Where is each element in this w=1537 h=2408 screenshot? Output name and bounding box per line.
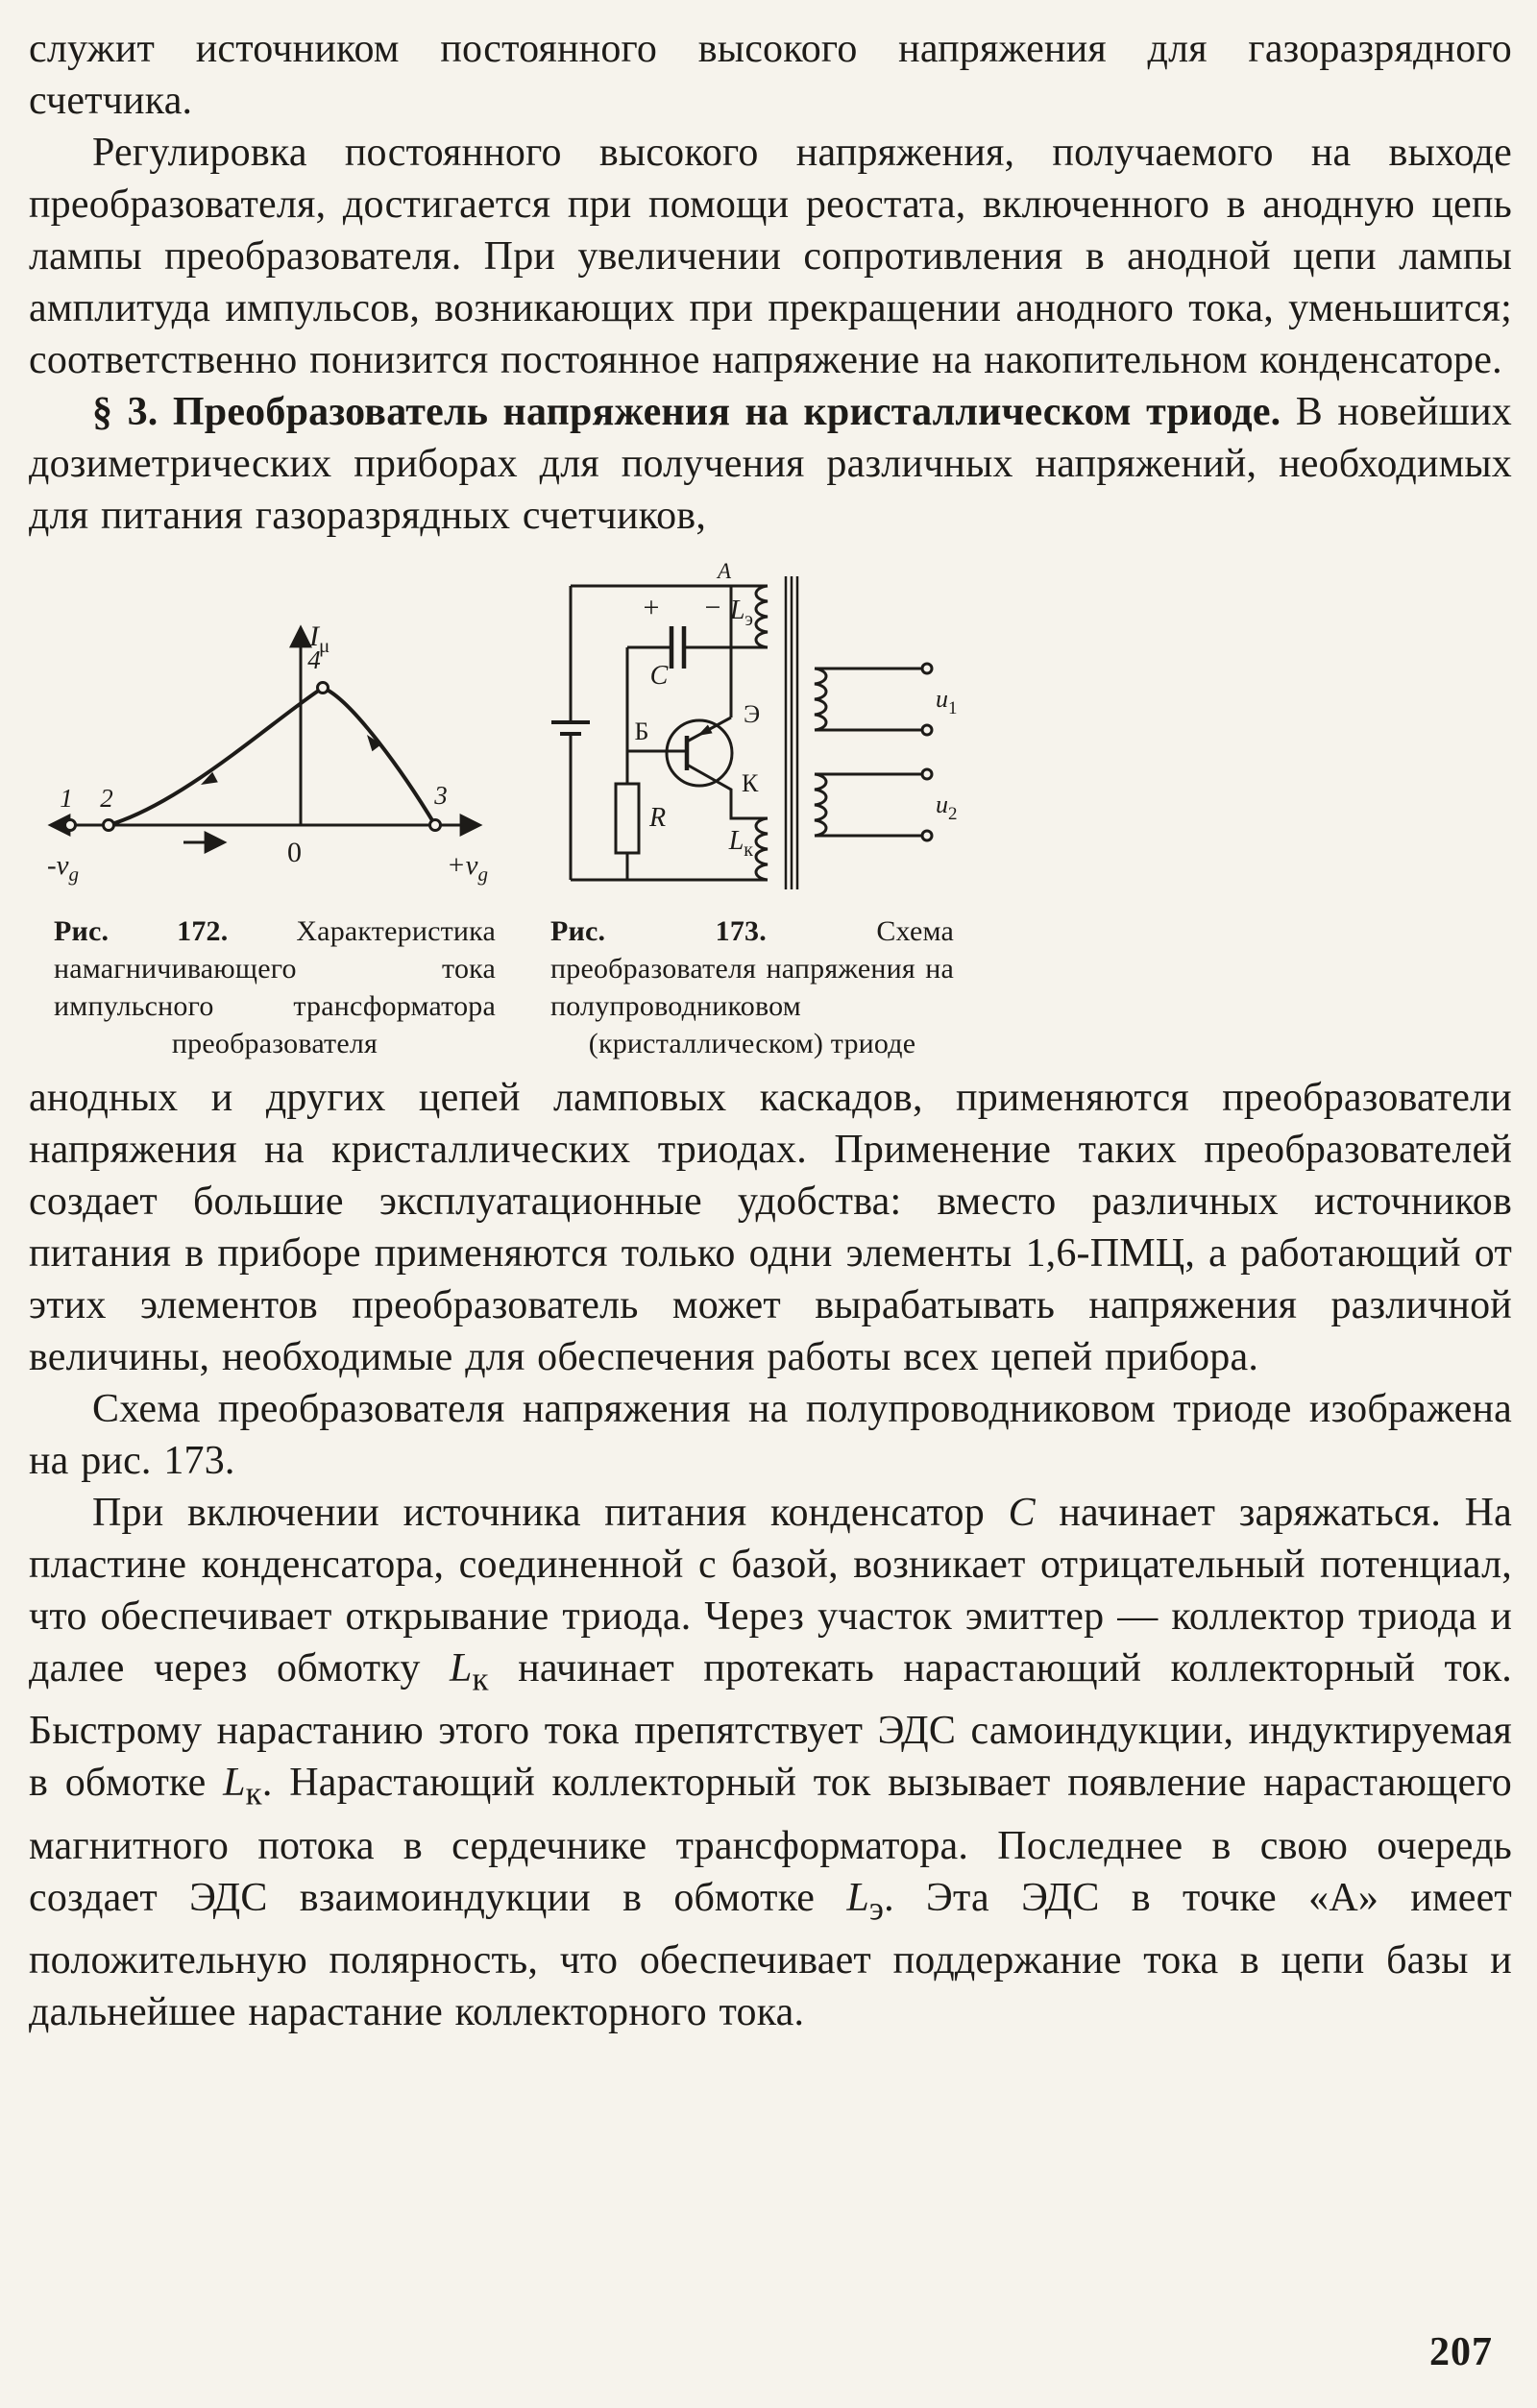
- zero-label: 0: [287, 837, 302, 868]
- winding-lk: [756, 818, 768, 880]
- i-mu-axis-label: $I_\mu$: [309, 620, 330, 657]
- terminal-u2-bottom: [922, 831, 932, 840]
- fig173-schematic: [534, 561, 971, 897]
- output-u1-label: $u_1$: [935, 685, 957, 718]
- bottom-wire: [571, 734, 768, 880]
- secondary-winding-2: [815, 774, 826, 836]
- point-3-label: 3: [434, 781, 448, 810]
- neg-vg-label: $-v_g$: [47, 850, 80, 886]
- capacitor-label: C: [649, 661, 668, 691]
- secondary-2-leads: [815, 774, 922, 836]
- emitter-label: Э: [743, 700, 760, 728]
- point-1-label: 1: [60, 784, 73, 813]
- point-2-label: 2: [100, 784, 113, 813]
- paragraph-section-3: [29, 386, 1512, 542]
- battery-symbol: [551, 722, 590, 734]
- terminal-u2-top: [922, 769, 932, 779]
- curve-descending-branch: [323, 688, 435, 825]
- paragraph-continuation: служит источником постоянного высокого напряжения для газоразрядного счетчика.: [29, 27, 1512, 123]
- point-2-marker: [104, 820, 114, 831]
- page-number: 207: [1429, 2330, 1493, 2374]
- figure-172-caption: [54, 912, 496, 1062]
- curve-ascending-branch: [109, 688, 323, 825]
- point-4-marker: [318, 683, 329, 693]
- output-u2-label: $u_2$: [935, 791, 957, 824]
- point-a-label: А: [717, 561, 731, 583]
- fig172-graph: [39, 609, 510, 897]
- secondary-1-leads: [815, 669, 922, 730]
- minus-label: −: [704, 592, 720, 623]
- collector-label: К: [741, 769, 758, 797]
- section-heading: § 3. Преобразователь напряжения на кристаллическом триоде.: [92, 390, 1281, 434]
- resistor-symbol: [616, 784, 639, 853]
- figure-173-caption: [550, 912, 954, 1062]
- figure-172-caption-label: Рис. 172.: [54, 915, 229, 947]
- figure-172-caption-text: Характеристика намагничивающего тока импульсного трансформатора преобразователя: [54, 915, 496, 1059]
- base-label: Б: [634, 718, 648, 745]
- resistor-label: R: [648, 803, 666, 833]
- pos-vg-label: $+v_g$: [447, 850, 488, 886]
- capacitor-symbol: [671, 626, 684, 669]
- winding-lk-label: $L_к$: [728, 826, 753, 861]
- transistor-symbol: [667, 720, 732, 786]
- section-lead-text: В новейших дозиметрических приборах для получения различных напряжений, необходимых для питания газоразрядных счетчиков,: [29, 390, 1513, 538]
- figure-173-caption-label: Рис. 173.: [550, 915, 767, 947]
- figure-173-caption-text: Схема преобразователя напряжения на полупроводниковом (кристаллическом) триоде: [550, 915, 954, 1059]
- figure-172: [31, 609, 519, 1062]
- figures-row: [31, 561, 1512, 1062]
- paragraph-schema-reference: Схема преобразователя напряжения на полупроводниковом триоде изображена на рис. 173.: [29, 1387, 1512, 1483]
- plus-label: +: [643, 592, 659, 623]
- emitter-arrow-icon: [695, 725, 712, 741]
- winding-le-label: $L_э$: [729, 596, 753, 630]
- paragraph-section-3-continuation: анодных и других цепей ламповых каскадов, применяются преобразователи напряжения на кристаллических триодах. Применение таких преобразователей создает большие эксплуатационные удобства: вместо различных источников питания в приборе применяются только одни элементы 1,6-ПМЦ, а работающий от этих элементов преобразователь может вырабатывать напряжения различной величины, необходимые для обеспечения работы всех цепей прибора.: [29, 1076, 1512, 1379]
- paragraph-operation-description: При включении источника питания конденсатор C начинает заряжаться. На пластине конденсатора, соединенной с базой, возникает отрицательный потенциал, что обеспечивает открывание триода. Через участок эмиттер — коллектор триода и далее через обмотку $L_к$ начинает протекать нарастающий коллекторный ток. Быстрому нарастанию этого тока препятствует ЭДС самоиндукции, индуктируемая в обмотке $L_к$. Нарастающий коллекторный ток вызывает появление нарастающего магнитного потока в сердечнике трансформатора. Последнее в свою очередь создает ЭДС взаимоиндукции в обмотке $L_э$. Эта ЭДС в точке «А» имеет положительную полярность, что обеспечивает поддержание тока в цепи базы и дальнейшее нарастание коллекторного тока.: [29, 1491, 1513, 2035]
- point-1-marker: [65, 820, 76, 831]
- paragraph-regulation: Регулировка постоянного высокого напряжения, получаемого на выходе преобразователя, достигается при помощи реостата, включенного в анодную цепь лампы преобразователя. При увеличении сопротивления в анодной цепи лампы амплитуда импульсов, возникающих при прекращении анодного тока, уменьшится; соответственно понизится постоянное напряжение на накопительном конденсаторе.: [29, 131, 1512, 382]
- terminal-u1-top: [922, 664, 932, 673]
- point-4-label: 4: [307, 645, 321, 674]
- point-3-marker: [430, 820, 441, 831]
- secondary-winding-1: [815, 669, 826, 730]
- winding-le: [756, 586, 768, 647]
- transformer-core: [786, 576, 797, 889]
- terminal-u1-bottom: [922, 725, 932, 735]
- figure-173: [532, 561, 972, 1062]
